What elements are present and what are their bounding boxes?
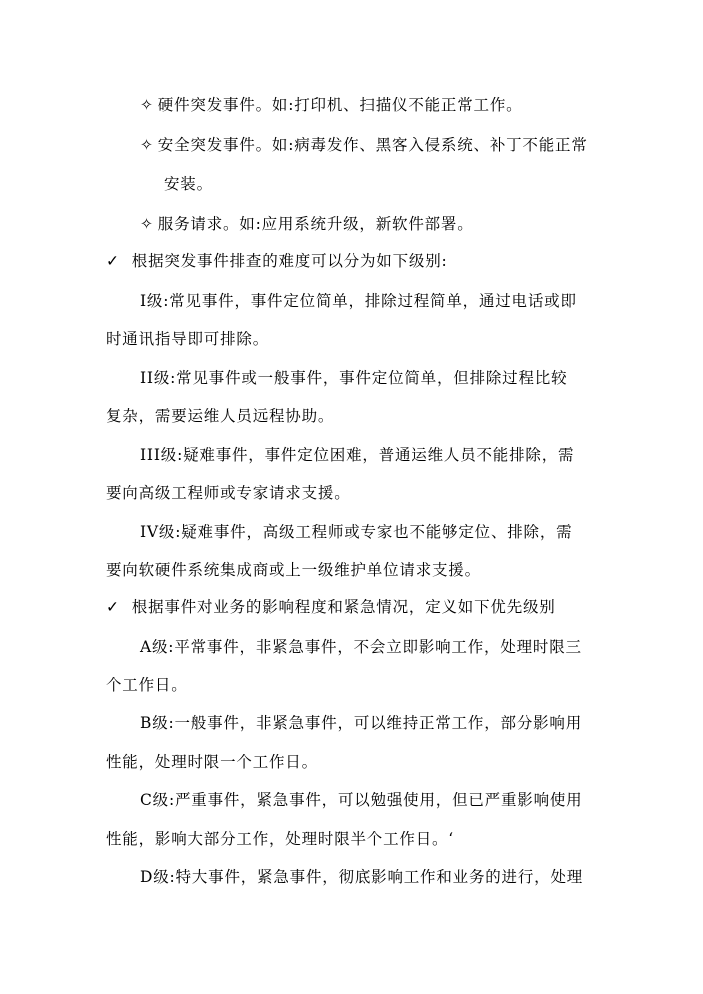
paragraph-line (106, 406, 334, 426)
paragraph-line (140, 291, 577, 311)
paragraph-line (140, 637, 582, 657)
line-text: I级:常见事件，事件定位简单，排除过程简单，通过电话或即 (140, 292, 577, 310)
line-text: 复杂，需要运维人员远程协助。 (106, 407, 335, 425)
paragraph-line (140, 368, 567, 388)
line-text: 根据事件对业务的影响程度和紧急情况，定义如下优先级别 (131, 598, 556, 616)
line-text: III级:疑难事件，事件定位困难，普通运维人员不能排除，需 (140, 446, 575, 464)
diamond-bullet-icon: ✧ (140, 136, 154, 154)
line-text: C级:严重事件，紧急事件，可以勉强使用，但已严重影响使用 (140, 791, 583, 809)
line-text: D级:特大事件，紧急事件，彻底影响工作和业务的进行，处理 (140, 868, 584, 886)
paragraph-line (106, 675, 188, 695)
paragraph-line (106, 560, 481, 580)
paragraph-line (106, 752, 318, 772)
line-text: 要向高级工程师或专家请求支援。 (106, 484, 351, 502)
line-text: IV级:疑难事件，高级工程师或专家也不能够定位、排除，需 (140, 523, 573, 541)
line-text: 根据突发事件排查的难度可以分为如下级别: (131, 252, 448, 270)
paragraph-line (140, 445, 574, 465)
paragraph-line (140, 790, 582, 810)
line-text: 时通讯指导即可排除。 (106, 330, 270, 348)
paragraph-line (140, 95, 522, 115)
line-text: 服务请求。如:应用系统升级，新软件部署。 (157, 215, 474, 233)
paragraph-line (106, 329, 269, 349)
line-text: 性能，处理时限一个工作日。 (106, 753, 318, 771)
line-text: 硬件突发事件。如:打印机、扫描仪不能正常工作。 (157, 96, 523, 114)
line-text: II级:常见事件或一般事件，事件定位简单，但排除过程比较 (140, 369, 568, 387)
paragraph-line (140, 867, 583, 887)
paragraph-line (106, 483, 351, 503)
paragraph-line (106, 597, 556, 617)
paragraph-line (164, 174, 213, 194)
paragraph-line (106, 251, 448, 271)
paragraph-line (140, 135, 588, 155)
diamond-bullet-icon: ✧ (140, 215, 154, 233)
paragraph-line (140, 713, 582, 733)
line-text: B级:一般事件，非紧急事件，可以维持正常工作，部分影响用 (140, 714, 583, 732)
check-bullet-icon: ✓ (106, 598, 120, 616)
line-text: 要向软硬件系统集成商或上一级维护单位请求支援。 (106, 561, 481, 579)
line-text: 个工作日。 (106, 676, 188, 694)
check-bullet-icon: ✓ (106, 252, 120, 270)
line-text: 安全突发事件。如:病毒发作、黑客入侵系统、补丁不能正常 (157, 136, 588, 154)
line-text: 性能，影响大部分工作，处理时限半个工作日。‘ (106, 830, 455, 848)
paragraph-line (140, 214, 474, 234)
line-text: A级:平常事件，非紧急事件，不会立即影响工作，处理时限三 (140, 638, 582, 656)
paragraph-line (140, 522, 572, 542)
paragraph-line (106, 829, 454, 849)
diamond-bullet-icon: ✧ (140, 96, 154, 114)
line-text: 安装。 (164, 175, 213, 193)
